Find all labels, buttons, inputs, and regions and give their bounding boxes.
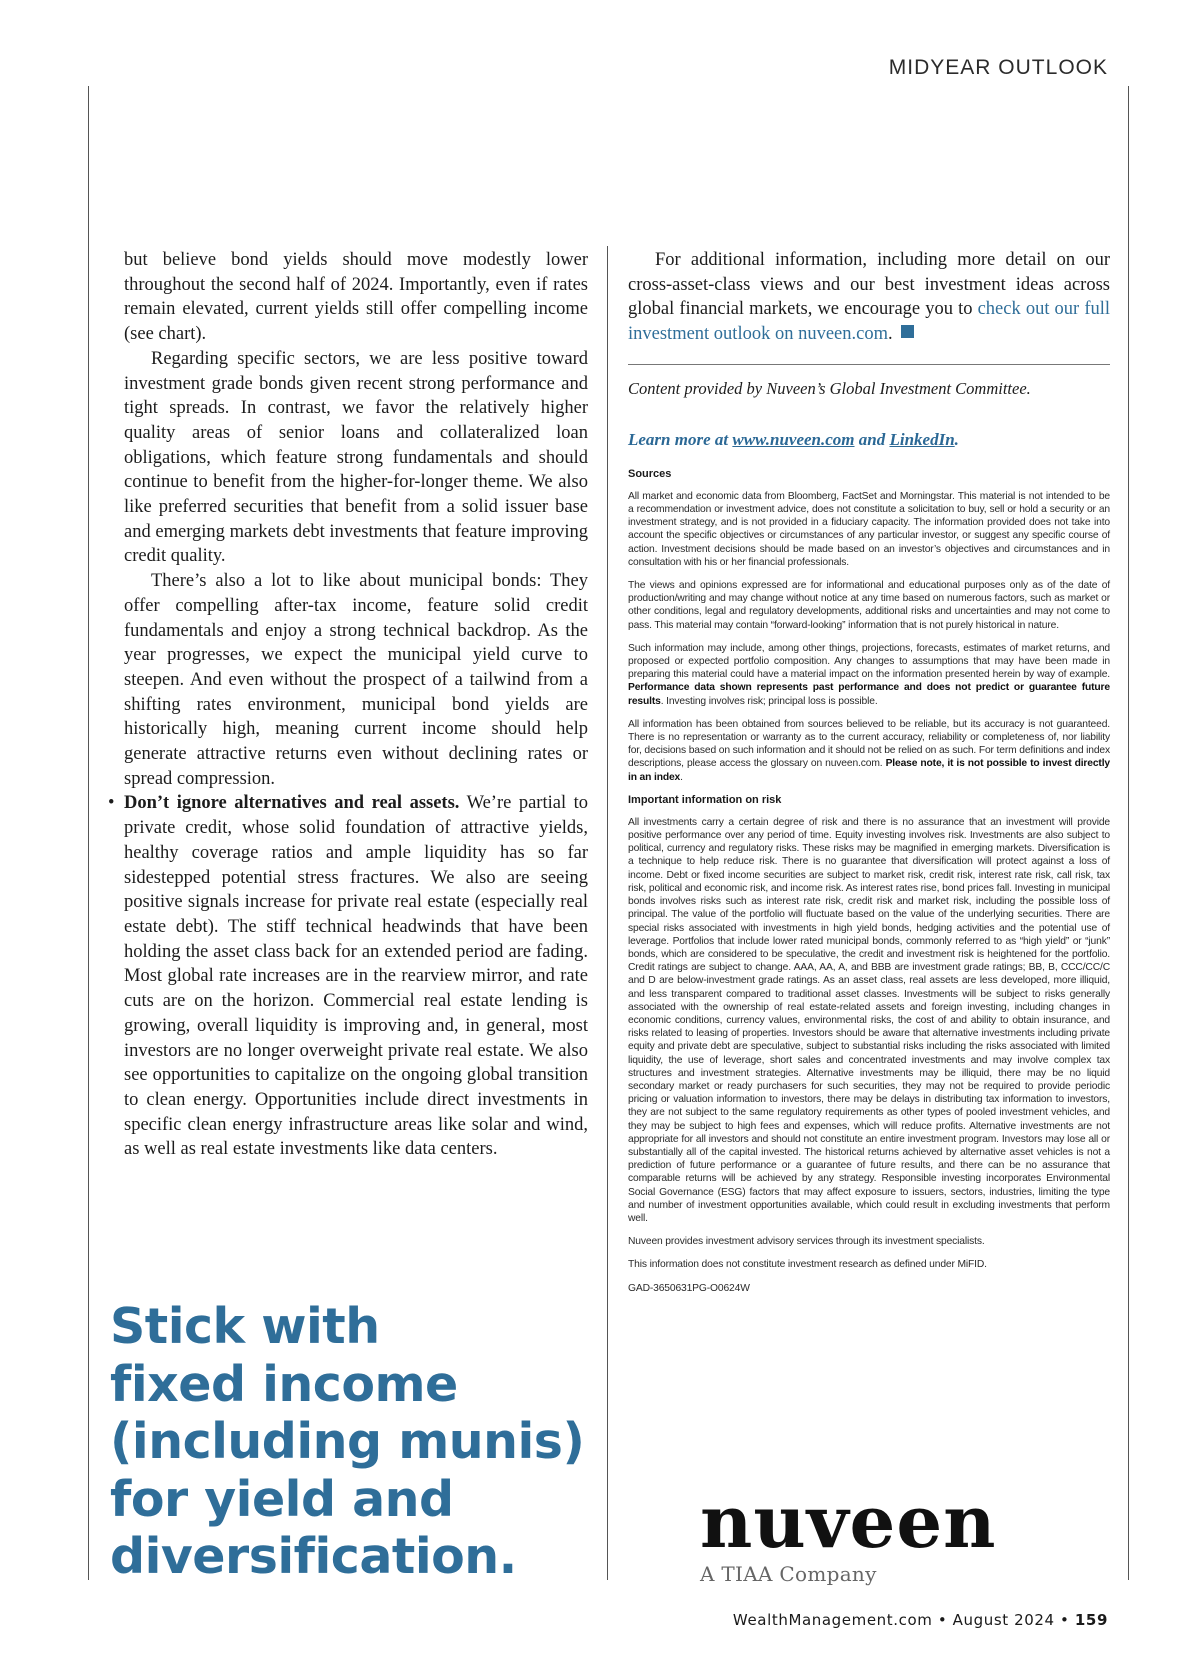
- pull-quote-line: diversification.: [110, 1528, 517, 1585]
- right-column: [628, 248, 1110, 1295]
- paragraph: There’s also a lot to like about municipal bonds: They offer compelling after-tax income, feature solid credit fundamentals and enjoy a strong technical backdrop. As the year progresses, we expect the municipal yield curve to steepen. And even without the prospect of a tailwind from a shifting rates environment, municipal bond yields are historically high, meaning current income should help generate attractive returns even without declining rates or spread compression.: [124, 571, 588, 789]
- left-column: [108, 248, 588, 1162]
- learn-prefix: Learn more at: [628, 429, 733, 449]
- disclosure-text: .: [680, 771, 683, 783]
- disclosure-paragraph: The views and opinions expressed are for informational and educational purposes only as of the date of production/writing and may change without notice at any time based on numerous factors, such as market or other conditions, legal and regulatory developments, additional risks and uncertainties and may not come to pass. This material may contain “forward-looking” information that is not purely historical in nature.: [628, 580, 1110, 631]
- disclosure-paragraph: All market and economic data from Bloomberg, FactSet and Morningstar. This material is not intended to be a recommendation or investment advice, does not constitute a solicitation to buy, sell or hold a security or an investment strategy, and is not provided in a fiduciary capacity. The information provided does not take into account the specific objectives or circumstances of any particular investor, or suggest any specific course of action. Investment decisions should be made based on an investor’s objectives and circumstances and in consultation with his or her financial professionals.: [628, 490, 1110, 568]
- intro-end: .: [888, 324, 893, 345]
- paragraph: but believe bond yields should move modestly lower throughout the second half of 2024. Importantly, even if rates remain elevated, current yields still offer compelling income (see chart).: [124, 250, 588, 345]
- learn-more-line: [628, 430, 1110, 450]
- document-code: GAD-3650631PG-O0624W: [628, 1282, 750, 1294]
- pull-quote: [110, 1298, 585, 1586]
- pull-quote-line: Stick with: [110, 1298, 380, 1355]
- content-credit: Content provided by Nuveen’s Global Investment Committee.: [628, 378, 1031, 398]
- intro-paragraph: [628, 248, 1110, 347]
- bullet-marker: •: [108, 793, 115, 814]
- disclosure-paragraph: [628, 718, 1110, 784]
- intro-text: For additional information, including more detail on our cross-asset-class views and our best investment ideas across global financial markets, we encourage you to: [628, 250, 1110, 320]
- disclosure-paragraph: [628, 642, 1110, 708]
- left-border-rule: [88, 86, 89, 1580]
- disclosure-text: . Investing involves risk; principal loss is possible.: [660, 695, 878, 707]
- bullet-item: [108, 791, 588, 1162]
- pull-quote-line: (including munis): [110, 1413, 585, 1470]
- paragraph: Regarding specific sectors, we are less positive toward investment grade bonds given recent strong performance and tight spreads. In contrast, we favor the relatively higher quality areas of senior loans and collateralized loan obligations, which feature strong fundamentals and should continue to benefit from the higher-for-longer theme. We also like preferred securities that benefit from a solid issuer base and emerging markets debt investments that feature improving credit quality.: [124, 348, 588, 567]
- logo-wordmark: nuveen: [700, 1479, 997, 1564]
- bullet-lead: Don’t ignore alternatives and real assets.: [124, 793, 460, 814]
- pull-quote-line: fixed income: [110, 1355, 458, 1413]
- disclosure-bold: Performance data shown represents past performance and does not predict or guarantee future results: [628, 682, 1110, 707]
- linkedin-link[interactable]: LinkedIn: [889, 429, 955, 449]
- logo-tagline: A TIAA Company: [700, 1562, 877, 1586]
- page-footer: [733, 1611, 1108, 1629]
- mifid-note: This information does not constitute investment research as defined under MiFID.: [628, 1259, 987, 1271]
- bullet-body: We’re partial to private credit, whose solid foundation of attractive yields, healthy coverage ratios and ample liquidity has so far sidestepped potential stress fractures. We also are seeing positive signals increase for private real estate (especially real estate debt). The stiff technical headwinds that have been holding the asset class back for an extended period are fading. Most global rate increases are in the rearview mirror, and rate cuts are on the horizon. Commercial real estate lending is growing, overall liquidity is improving and, in general, most investors are no longer overweight private real estate. We also see opportunities to capitalize on the ongoing global transition to clean energy. Opportunities include direct investments in specific clean energy infrastructure areas like solar and wind, as well as real estate investments like data centers.: [124, 793, 588, 1160]
- learn-suffix: .: [954, 429, 959, 449]
- learn-mid: and: [854, 429, 890, 449]
- risk-heading: Important information on risk: [628, 793, 782, 806]
- disclosure-text: All information has been obtained from sources believed to be reliable, but its accuracy is not guaranteed. There is no representation or warranty as to the current accuracy, reliability or completeness of, nor liability for, decisions based on such information and it should not be relied on as such. For term definitions and index descriptions, please access the glossary on nuveen.com.: [628, 718, 1110, 770]
- advisory-note: Nuveen provides investment advisory services through its investment specialists.: [628, 1236, 985, 1248]
- nuveen-website-link[interactable]: www.nuveen.com: [732, 429, 855, 449]
- nuveen-logo: [700, 1479, 1060, 1586]
- disclosure-text: Such information may include, among other things, projections, forecasts, estimates of market returns, and proposed or expected portfolio composition. Any changes to assumptions that may have been made in preparing this material could have a material impact on the information presented herein by way of example.: [628, 642, 1110, 681]
- sources-heading: Sources: [628, 467, 672, 480]
- outlook-link[interactable]: check out our full investment outlook on nuveen.com: [628, 299, 1111, 345]
- section-header: MIDYEAR OUTLOOK: [888, 56, 1108, 79]
- page-number: 159: [1074, 1611, 1108, 1629]
- disclosure-bold: Please note, it is not possible to invest directly in an index: [628, 758, 1110, 783]
- column-divider: [607, 246, 608, 1580]
- divider: [628, 364, 1110, 365]
- footer-site-date: WealthManagement.com • August 2024 •: [732, 1611, 1075, 1629]
- risk-paragraph: All investments carry a certain degree of risk and there is no assurance that an investment will provide positive performance over any period of time. Equity investing involves risk. Investments are also subject to political, currency and regulatory risks. These risks may be magnified in emerging markets. Diversification is a technique to help reduce risk. There is no guarantee that diversification will protect against a loss of income. Debt or fixed income securities are subject to market risk, credit risk, interest rate risk, call risk, tax risk, political and economic risk, and income risk. As interest rates rise, bond prices fall. Investing in municipal bonds involves risks such as interest rate risk, credit risk and market risk, including the possible loss of principal. The value of the portfolio will fluctuate based on the value of the underlying securities. There are special risks associated with investments in high yield bonds, hedging activities and the potential use of leverage. Portfolios that include lower rated municipal bonds, commonly referred to as “high yield” or “junk” bonds, which are considered to be speculative, the credit and investment risk is heightened for the portfolio. Credit ratings are subject to change. AAA, AA, A, and BBB are investment grade ratings; BB, B, CCC/CC/C and D are below-investment grade ratings. As an asset class, real assets are less developed, more illiquid, and less transparent compared to traditional asset classes. Investments will be subject to risks generally associated with the ownership of real estate-related assets and foreign investing, including changes in economic conditions, currency values, environmental risks, the cost of and ability to obtain insurance, and risks related to leasing of properties. Investors should be aware that alternative investments including private equity and private debt are speculative, subject to substantial risks including the risks associated with limited liquidity, the use of leverage, short sales and concentrated investments and may involve complex tax structures and investment strategies. Alternative investments may be illiquid, there may be no liquid secondary market or ready purchasers for such securities, they may not be required to provide periodic pricing or valuation information to investors, there may be delays in distributing tax information to investors, they are not subject to the same regulatory requirements as other types of pooled investment vehicles, and they may be subject to high fees and expenses, which will reduce profits. Alternative investments are not appropriate for all investors and should not constitute an entire investment program. Investors may lose all or substantially all of the capital invested. The historical returns achieved by alternative asset vehicles is not a prediction of future performance or a guarantee of future results, and there can be no assurance that comparable returns will be achieved by any strategy. Responsible investing incorporates Environmental Social Governance (ESG) factors that may affect exposure to issuers, sectors, industries, limiting the type and number of investment opportunities available, which could result in excluding investments that perform well.: [628, 816, 1110, 1224]
- pull-quote-line: for yield and: [110, 1470, 454, 1528]
- right-border-rule: [1128, 86, 1129, 1580]
- end-mark-icon: [901, 325, 914, 338]
